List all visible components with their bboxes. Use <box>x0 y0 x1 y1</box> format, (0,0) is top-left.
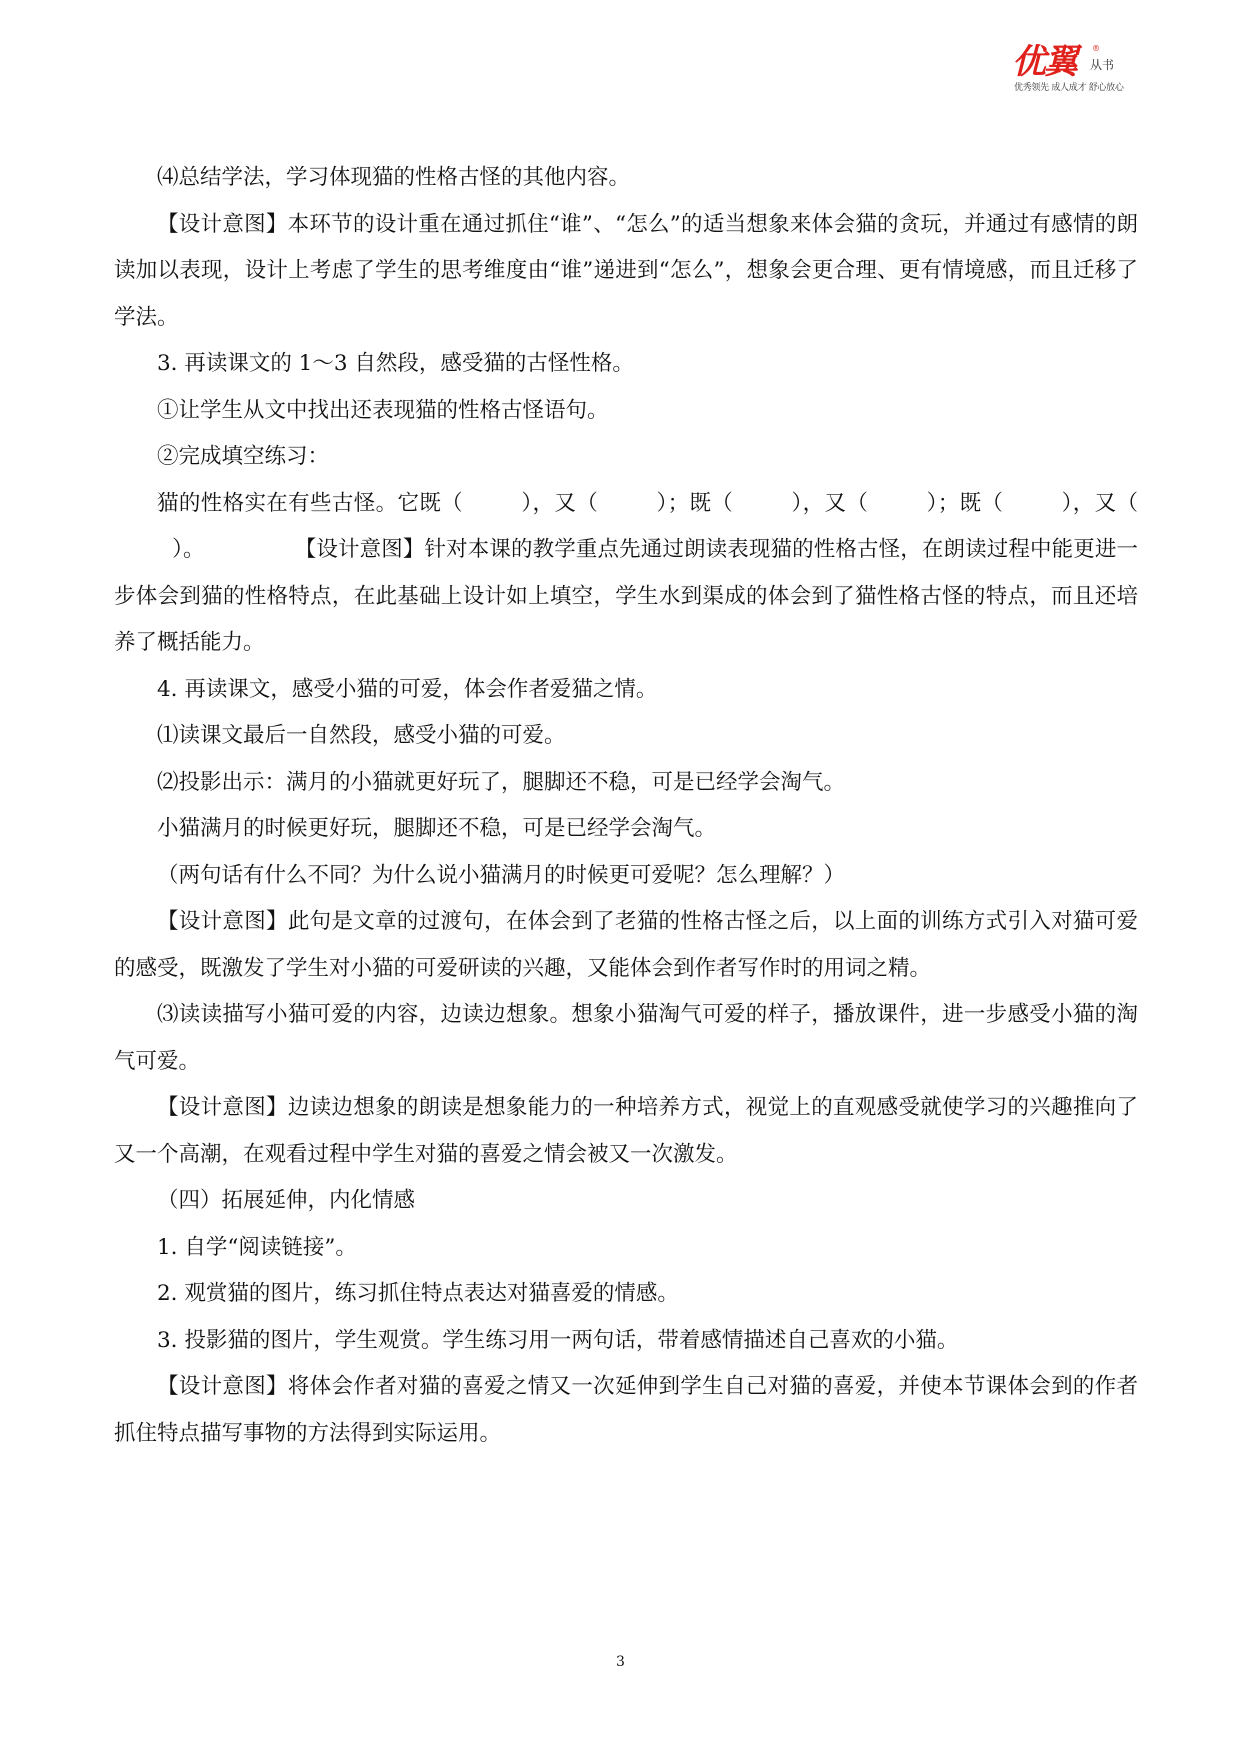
page-number: 3 <box>616 1654 625 1670</box>
section-step: 4. 再读课文，感受小猫的可爱，体会作者爱猫之情。 <box>157 676 658 702</box>
paragraph: ⑵投影出示：满月的小猫就更好玩了，腿脚还不稳，可是已经学会淘气。 <box>157 769 846 795</box>
design-intent-paragraph: 【设计意图】此句是文章的过渡句，在体会到了老猫的性格古怪之后，以上面的训练方式引入对猫可爱的感受，既激发了学生对小猫的可爱研读的兴趣，又能体会到作者写作时的用词之精。 <box>114 909 1138 981</box>
paragraph: 小猫满月的时候更好玩，腿脚还不稳，可是已经学会淘气。 <box>157 816 717 841</box>
exercise-text: ），又（ <box>791 490 869 516</box>
publisher-logo <box>1012 42 1132 92</box>
design-intent-paragraph: 【设计意图】将体会作者对猫的喜爱之情又一次延伸到学生自己对猫的喜爱，并使本节课体会到的作者抓住特点描写事物的方法得到实际运用。 <box>114 1374 1138 1446</box>
exercise-text: ）；既（ <box>656 490 734 516</box>
exercise-text: 猫的性格实在有些古怪。它既（ <box>157 490 464 516</box>
paragraph: ⑴读课文最后一自然段，感受小猫的可爱。 <box>157 723 566 748</box>
design-intent-paragraph: 【设计意图】边读边想象的朗读是想象能力的一种培养方式，视觉上的直观感受就使学习的兴趣推向了又一个高潮，在观看过程中学生对猫的喜爱之情会被又一次激发。 <box>114 1095 1138 1167</box>
design-intent-text: 【设计意图】针对本课的教学重点先通过朗读表现猫的性格古怪，在朗读过程中能更进一步体会到猫的性格特点，在此基础上设计如上填空，学生水到渠成的体会到了猫性格古怪的特点，而且还培养了概括能力。 <box>114 537 1138 655</box>
fill-in-exercise <box>114 481 1138 667</box>
exercise-text: ），又（ <box>521 490 599 516</box>
exercise-text: ）；既（ <box>926 490 1004 516</box>
exercise-text: ），又（ <box>1061 490 1138 516</box>
design-intent-paragraph: 【设计意图】本环节的设计重在通过抓住“谁”、“怎么”的适当想象来体会猫的贪玩，并通过有感情的朗读加以表现，设计上考虑了学生的思考维度由“谁”递进到“怎么”，想象会更合理、更有情境感，而且迁移了学法。 <box>114 211 1138 330</box>
paragraph: （两句话有什么不同？为什么说小猫满月的时候更可爱呢？怎么理解？） <box>157 862 846 888</box>
section-step: 3. 再读课文的 1～3 自然段，感受猫的古怪性格。 <box>157 351 634 376</box>
list-item: 3. 投影猫的图片，学生观赏。学生练习用一两句话，带着感情描述自己喜欢的小猫。 <box>157 1327 959 1353</box>
paragraph: ⑷总结学法，学习体现猫的性格古怪的其他内容。 <box>157 165 631 190</box>
logo-suffix: 从书 <box>1090 58 1115 72</box>
paragraph: ①让学生从文中找出还表现猫的性格古怪语句。 <box>157 397 609 423</box>
exercise-text: ）。 <box>172 537 205 562</box>
list-item: 1. 自学“阅读链接”。 <box>157 1234 357 1260</box>
logo-tagline: 优秀领先 成人成才 舒心放心 <box>1014 83 1124 93</box>
paragraph: ②完成填空练习： <box>157 444 330 469</box>
document-body <box>114 155 1138 1457</box>
section-heading: （四）拓展延伸，内化情感 <box>157 1188 416 1213</box>
registered-mark: ® <box>1092 44 1100 53</box>
logo-wordmark: 优翼 <box>1012 42 1076 82</box>
paragraph: ⑶读读描写小猫可爱的内容，边读边想象。想象小猫淘气可爱的样子，播放课件，进一步感受小猫的淘气可爱。 <box>114 1002 1138 1074</box>
list-item: 2. 观赏猫的图片，练习抓住特点表达对猫喜爱的情感。 <box>157 1281 679 1306</box>
